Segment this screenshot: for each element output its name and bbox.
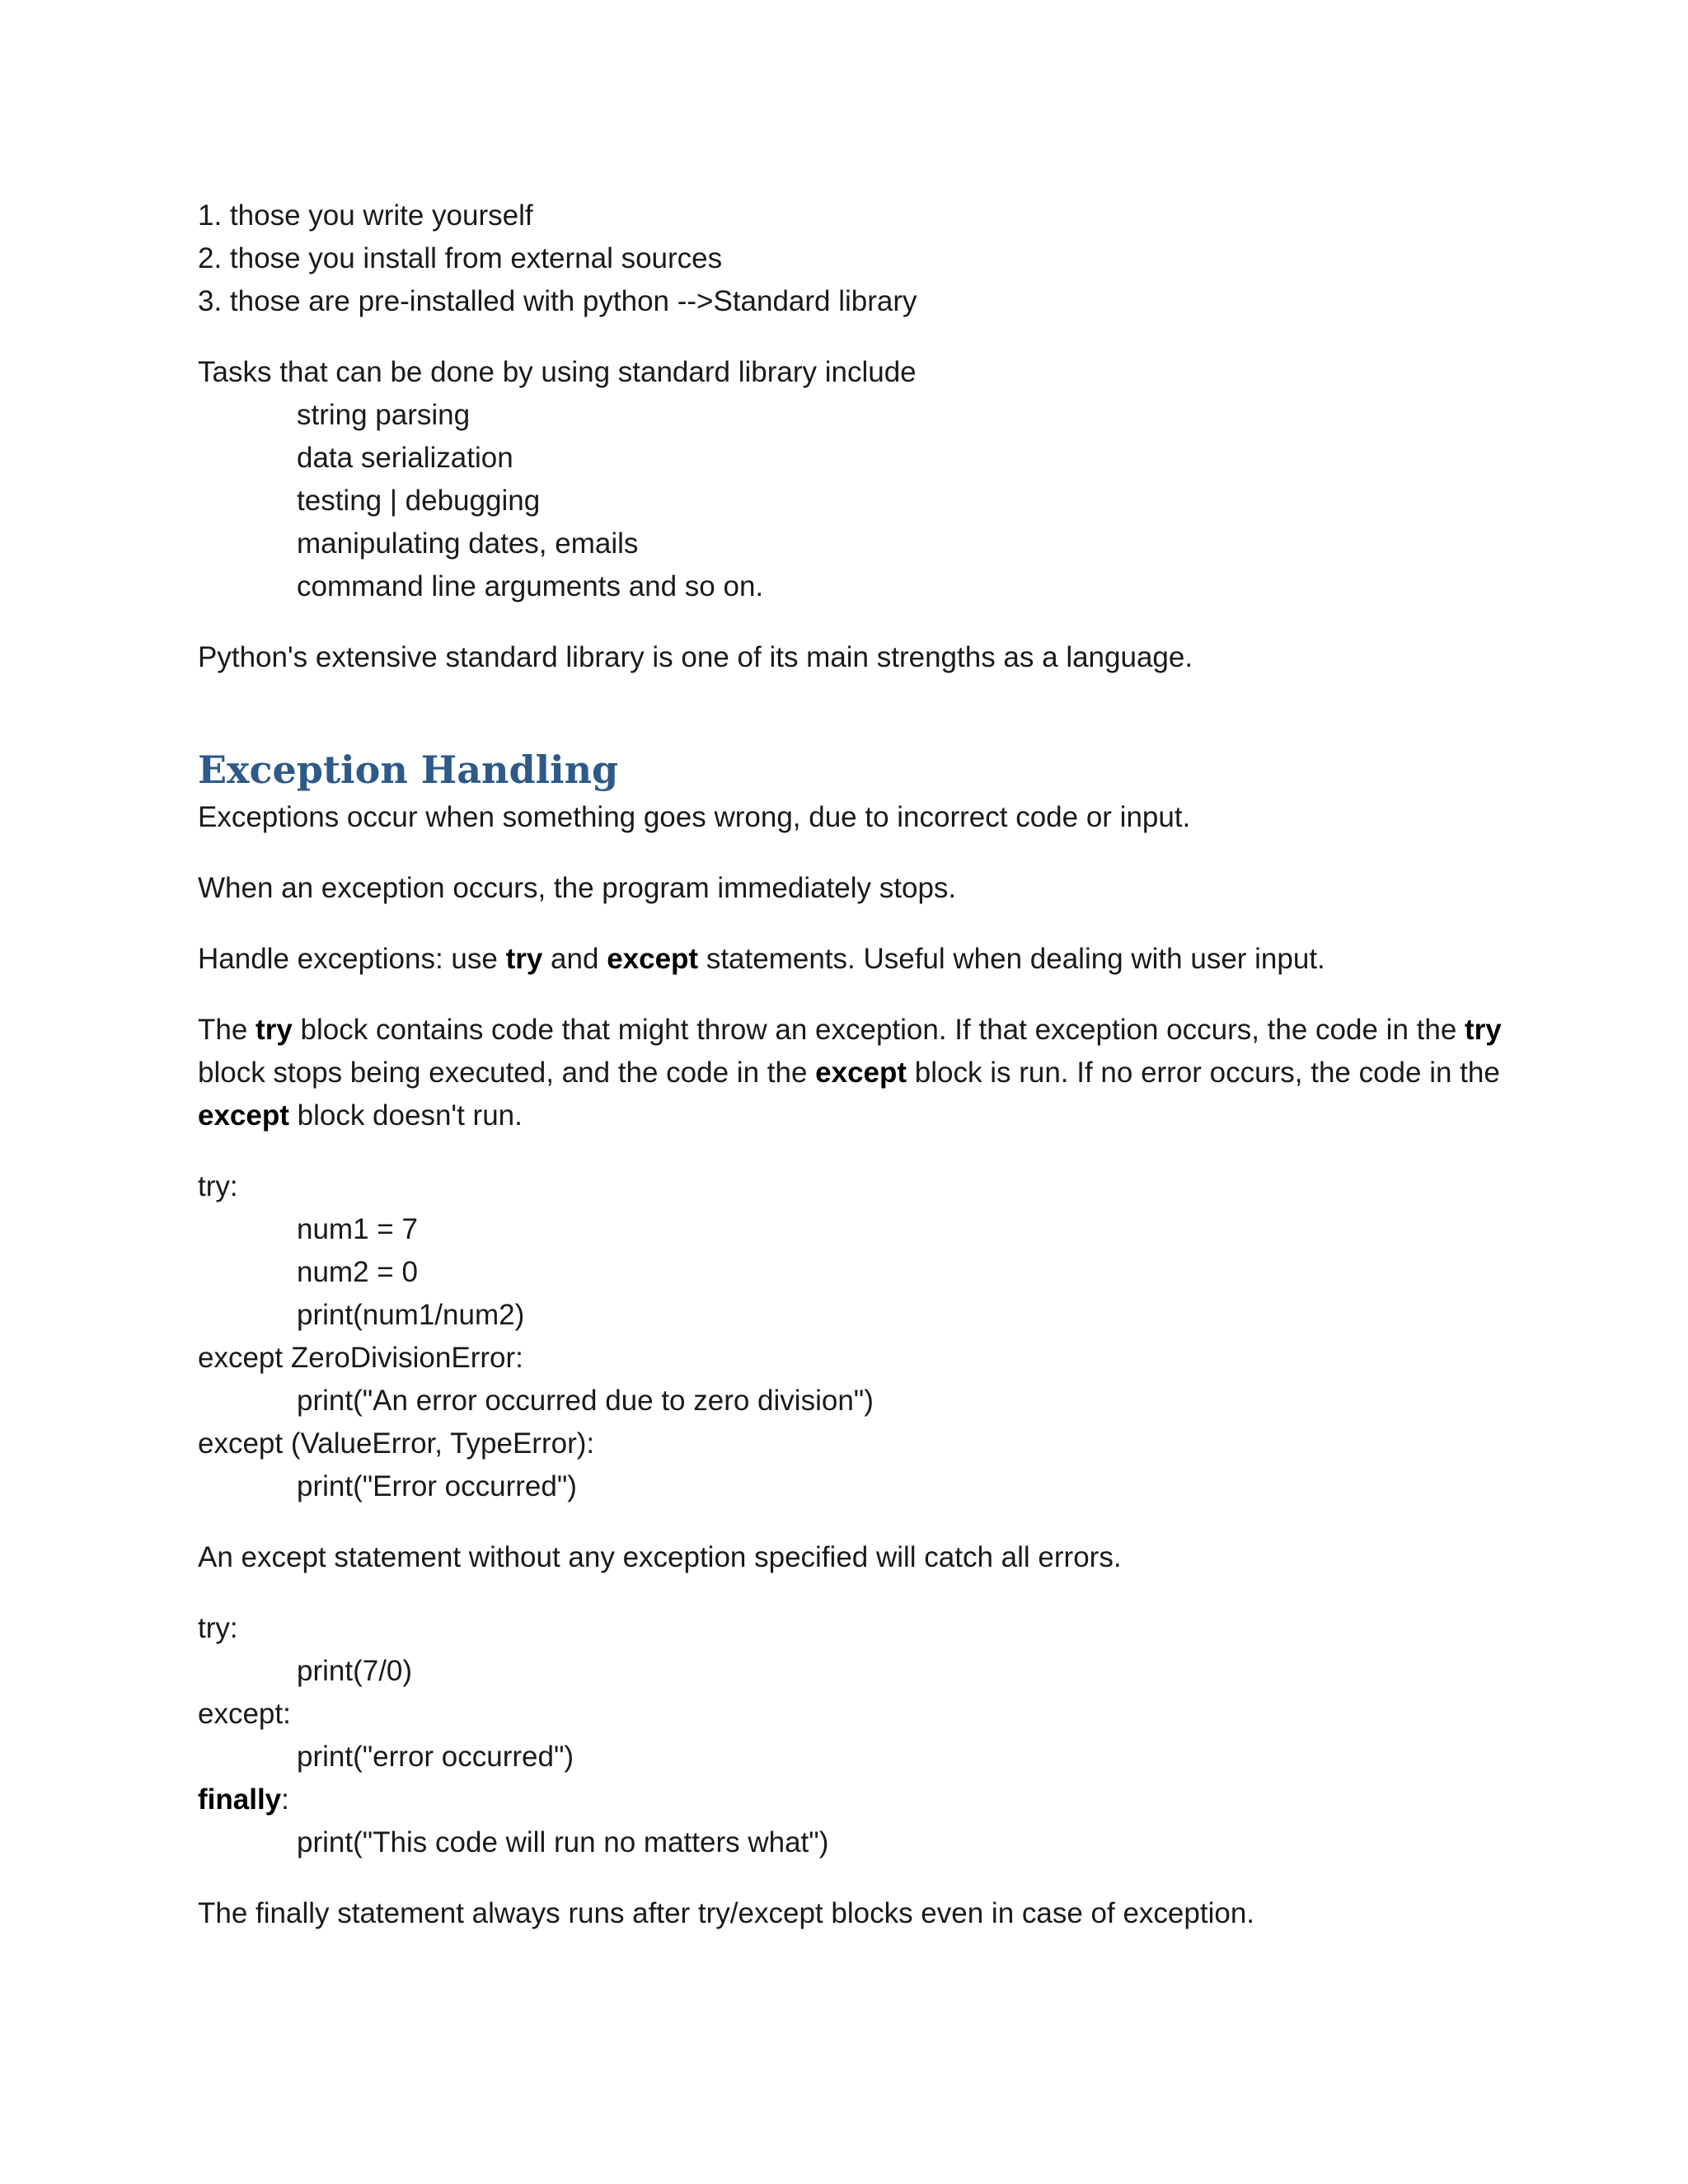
text-run: statements. Useful when dealing with user input. bbox=[698, 943, 1325, 975]
code-line: print("error occurred") bbox=[297, 1741, 574, 1773]
code-line: try: bbox=[198, 1612, 238, 1644]
task-item: data serialization bbox=[297, 442, 513, 474]
section-heading: Exception Handling bbox=[198, 748, 619, 792]
module-types-list bbox=[198, 194, 1517, 323]
task-item: testing | debugging bbox=[297, 485, 541, 517]
document-page bbox=[198, 194, 1517, 1935]
task-item: string parsing bbox=[297, 399, 471, 431]
code-line: num1 = 7 bbox=[297, 1213, 418, 1245]
keyword-finally: finally bbox=[198, 1783, 282, 1816]
code-example-1 bbox=[198, 1165, 1517, 1508]
code-example-2 bbox=[198, 1607, 1517, 1864]
paragraph-catch-all: An except statement without any exception specified will catch all errors. bbox=[198, 1541, 1122, 1573]
tasks-block bbox=[198, 351, 1517, 608]
paragraph-handle-exceptions bbox=[198, 938, 1517, 981]
code-line: num2 = 0 bbox=[297, 1256, 418, 1288]
keyword-except: except bbox=[815, 1057, 907, 1089]
tasks-intro: Tasks that can be done by using standard library include bbox=[198, 356, 917, 388]
code-line: print("Error occurred") bbox=[297, 1470, 577, 1502]
paragraph-try-block bbox=[198, 1009, 1517, 1137]
keyword-try: try bbox=[256, 1014, 293, 1046]
task-item: manipulating dates, emails bbox=[297, 527, 639, 560]
text-run: The bbox=[198, 1014, 256, 1046]
list-item: 3. those are pre-installed with python -->Standard library bbox=[198, 285, 917, 317]
text-run: : bbox=[281, 1783, 289, 1816]
code-line bbox=[198, 1779, 1517, 1821]
code-line: except (ValueError, TypeError): bbox=[198, 1427, 595, 1460]
keyword-except: except bbox=[198, 1099, 289, 1132]
code-line: except ZeroDivisionError: bbox=[198, 1342, 523, 1374]
keyword-try: try bbox=[505, 943, 543, 975]
keyword-try: try bbox=[1465, 1014, 1502, 1046]
code-line: try: bbox=[198, 1170, 238, 1202]
text-run: block doesn't run. bbox=[288, 1099, 523, 1132]
list-item: 1. those you write yourself bbox=[198, 199, 533, 232]
code-line: print(7/0) bbox=[297, 1655, 413, 1687]
text-run: block stops being executed, and the code in the bbox=[198, 1057, 816, 1089]
code-line: print("This code will run no matters what") bbox=[297, 1826, 829, 1858]
keyword-except: except bbox=[607, 943, 699, 975]
text-run: Handle exceptions: use bbox=[198, 943, 506, 975]
stdlib-strength-text: Python's extensive standard library is one of its main strengths as a language. bbox=[198, 641, 1193, 673]
paragraph-finally: The finally statement always runs after try/except blocks even in case of exception. bbox=[198, 1897, 1255, 1929]
list-item: 2. those you install from external sources bbox=[198, 242, 723, 274]
text-run: block is run. If no error occurs, the code in the bbox=[907, 1057, 1500, 1089]
code-line: print("An error occurred due to zero division") bbox=[297, 1385, 874, 1417]
paragraph-program-stops: When an exception occurs, the program immediately stops. bbox=[198, 872, 957, 904]
text-run: block contains code that might throw an exception. If that exception occurs, the code in the bbox=[292, 1014, 1465, 1046]
code-line: except: bbox=[198, 1698, 291, 1730]
text-run: and bbox=[542, 943, 607, 975]
task-item: command line arguments and so on. bbox=[297, 570, 764, 602]
code-line: print(num1/num2) bbox=[297, 1299, 525, 1331]
paragraph-exceptions-occur: Exceptions occur when something goes wrong, due to incorrect code or input. bbox=[198, 801, 1191, 833]
